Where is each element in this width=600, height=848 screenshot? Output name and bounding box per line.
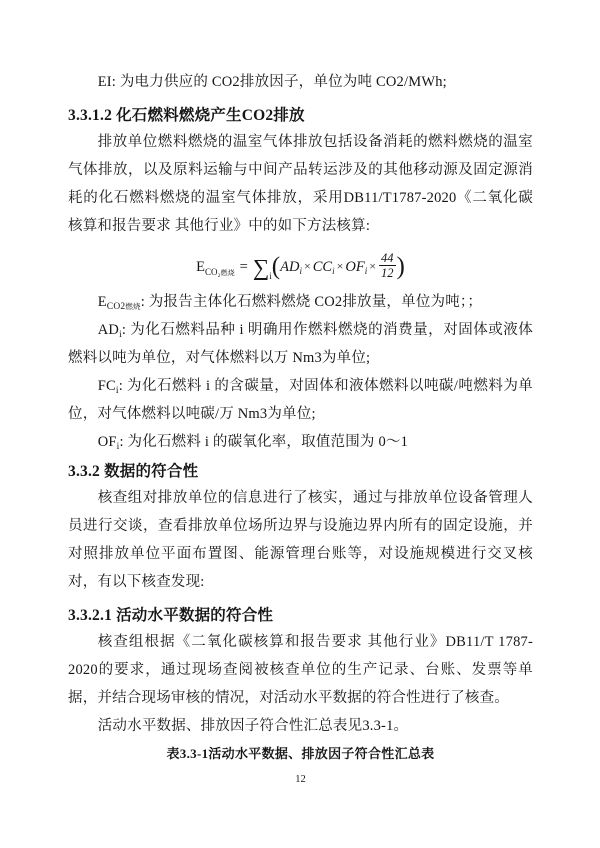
times-sign: × [303, 259, 311, 273]
co2-combustion-formula [68, 244, 533, 288]
term-cc: $CC_i$ [312, 259, 335, 276]
definition-of: $OF_i$: 为化石燃料 i 的碳氧化率，取值范围为 0～1 [97, 434, 409, 452]
times-sign: × [336, 259, 344, 273]
term-ad: $AD_i$ [280, 259, 302, 276]
heading-3-3-2: 3.3.2 数据的符合性 [68, 463, 199, 480]
heading-3-3-2-1: 3.3.2.1 活动水平数据的符合性 [68, 607, 274, 624]
definition-e-co2: $E_{CO2燃烧}$: 为报告主体化石燃料燃烧 CO2排放量，单位为吨；； [97, 294, 483, 312]
close-paren: ) [396, 253, 405, 280]
open-paren: ( [271, 253, 281, 280]
paragraph-fossil-fuel-emissions: 排放单位燃料燃烧的温室气体排放包括设备消耗的燃料燃烧的温室气体排放，以及原料运输与中间产品转运涉及的其他移动源及固定源消耗的化石燃料燃烧的温室气体排放，采用DB11/T1787-2020《二氧化碳核算和报告要求 其他行业》中的如下方法核算: [68, 134, 533, 234]
definition-ad: $AD_i$: 为化石燃料品种 i 明确用作燃料燃烧的消费量，对固体或液体燃料以吨为单位，对气体燃料以万 Nm3为单位; [68, 322, 533, 366]
term-of: $OF_i$ [345, 259, 368, 276]
page-number: 12 [295, 774, 306, 785]
heading-3-3-1-2: 3.3.1.2 化石燃料燃烧产生CO2排放 [68, 107, 305, 124]
formula-lhs: $E_{CO_2燃烧}$ [196, 259, 235, 277]
times-sign: × [369, 259, 377, 273]
paragraph-table-reference: 活动水平数据、排放因子符合性汇总表见3.3-1。 [97, 718, 409, 734]
definition-fc: $FC_i$: 为化石燃料 i 的含碳量，对固体和液体燃料以吨碳/吨燃料为单位，对气体燃料以吨碳/万 Nm3为单位; [68, 378, 533, 422]
fraction-44-12: $\frac{44}{12}$ [381, 250, 394, 281]
paragraph-activity-data: 核查组根据《二氧化碳核算和报告要求 其他行业》DB11/T 1787-2020的要求，通过现场查阅被核查单位的生产记录、台账、发票等单据，并结合现场审核的情况，对活动水平数据的符合性进行了核查。 [68, 634, 533, 706]
sigma-operator: $\sum_i$ [252, 255, 272, 281]
table-caption-3-3-1: 表3.3-1活动水平数据、排放因子符合性汇总表 [166, 746, 435, 761]
equals-sign: = [239, 259, 248, 275]
ei-definition-line: EI: 为电力供应的 CO2排放因子，单位为吨 CO2/MWh; [97, 74, 447, 90]
paragraph-data-verification: 核查组对排放单位的信息进行了核实，通过与排放单位设备管理人员进行交谈，查看排放单位场所边界与设施边界内所有的固定设施，并对照排放单位平面布置图、能源管理台账等，对设施规模进行交叉核对，有以下核查发现: [68, 490, 533, 590]
